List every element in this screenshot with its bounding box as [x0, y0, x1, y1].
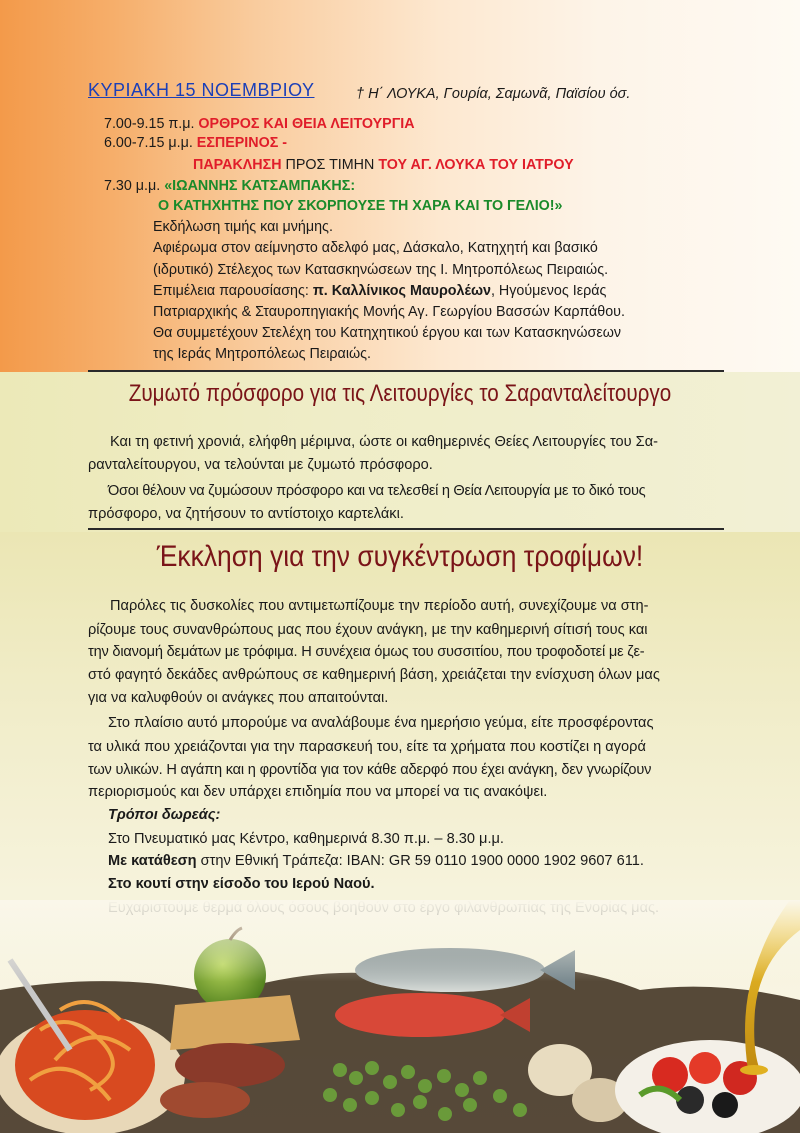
schedule-line-4: 7.30 μ.μ. «ΙΩΑΝΝΗΣ ΚΑΤΣΑΜΠΑΚΗΣ: [104, 178, 356, 194]
prosforo-p1: Και τη φετινή χρονιά, ελήφθη μέριμνα, ώστε οι καθημερινές Θείες Λειτουργίες του Σα- [110, 434, 658, 450]
prosforo-p2: ρανταλείτουργου, να τελούνται με ζυμωτό πρόσφορο. [88, 457, 433, 473]
event-desc-3: (ιδρυτικό) Στέλεχος των Κατασκηνώσεων της Ι. Μητροπόλεως Πειραιώς. [153, 262, 609, 278]
appeal-p3: την διανομή δεμάτων με τρόφιμα. Η συνέχεια όμως του συσσιτίου, που τροφοδοτεί με ζε- [88, 644, 645, 660]
sunday-date-heading: ΚΥΡΙΑΚΗ 15 ΝΟΕΜΒΡΙΟΥ [88, 80, 315, 100]
event-desc-4: Επιμέλεια παρουσίασης: π. Καλλίνικος Μαυρολέων, Ηγούμενος Ιεράς [153, 283, 607, 299]
donation-ways-heading: Τρόποι δωρεάς: [108, 807, 221, 823]
event-desc-1: Εκδήλωση τιμής και μνήμης. [153, 219, 333, 235]
event-desc-5: Πατριαρχικής & Σταυροπηγιακής Μονής Αγ. Γεωργίου Βασσών Καρπάθου. [153, 304, 625, 320]
appeal-p2: ρίζουμε τους συνανθρώπους μας που έχουν ανάγκη, με την καθημερινή σίτισή τους και [88, 622, 648, 638]
appeal-p1: Παρόλες τις δυσκολίες που αντιμετωπίζουμε την περίοδο αυτή, συνεχίζουμε να στη- [110, 598, 649, 614]
divider-1 [88, 370, 724, 372]
divider-2 [88, 528, 724, 530]
schedule-line-3: ΠΑΡΑΚΛΗΣΗ ΠΡΟΣ ΤΙΜΗΝ ΤΟΥ ΑΓ. ΛΟΥΚΑ ΤΟΥ ΙΑΤΡΟΥ [193, 157, 574, 173]
appeal-p8: των υλικών. Η αγάπη και η φροντίδα για τον κάθε αδερφό που έχει ανάγκη, δεν γνωρίζουν [88, 762, 652, 778]
appeal-heading: Έκκληση για την συγκέντρωση τροφίμων! [156, 540, 644, 573]
schedule-line-2: 6.00-7.15 μ.μ. ΕΣΠΕΡΙΝΟΣ - [104, 135, 288, 151]
prosforo-p3: Όσοι θέλουν να ζυμώσουν πρόσφορο και να τελεσθεί η Θεία Λειτουργία με το δικό τους [108, 483, 646, 499]
event-desc-7: της Ιεράς Μητροπόλεως Πειραιώς. [153, 346, 372, 362]
feast-of-day: † Η΄ ΛΟΥΚΑ, Γουρία, Σαμωνᾶ, Παϊσίου όσ. [356, 86, 631, 102]
appeal-p5: για να καλυφθούν οι ανάγκες που απαιτούνται. [88, 690, 389, 706]
donation-way-2: Με κατάθεση στην Εθνική Τράπεζα: IBAN: GR 59 0110 1900 0000 1902 9607 611. [108, 853, 644, 869]
food-illustration [0, 900, 800, 1133]
event-title-line: Ο ΚΑΤΗΧΗΤΗΣ ΠΟΥ ΣΚΟΡΠΟΥΣΕ ΤΗ ΧΑΡΑ ΚΑΙ ΤΟ ΓΕΛΙΟ!» [158, 198, 563, 214]
event-desc-6: Θα συμμετέχουν Στελέχη του Κατηχητικού έργου και των Κατασκηνώσεων [153, 325, 622, 341]
appeal-p9: περιορισμούς και δεν υπάρχει επιδημία που να μπορεί να τις ανακόψει. [88, 784, 548, 800]
food-collage-image [0, 900, 800, 1133]
appeal-p7: τα υλικά που χρειάζονται για την παρασκευή του, είτε τα χρήματα που κοστίζει η αγορά [88, 739, 646, 755]
appeal-p6: Στο πλαίσιο αυτό μπορούμε να αναλάβουμε ένα ημερήσιο γεύμα, είτε προσφέροντας [108, 715, 654, 731]
appeal-p4: στό φαγητό δεκάδες ανθρώπους σε καθημερινή βάση, χρειάζεται την ενίσχυση όλων μας [88, 667, 660, 683]
donation-way-3: Στο κουτί στην είσοδο του Ιερού Ναού. [108, 876, 375, 892]
prosforo-heading: Ζυμωτό πρόσφορο για τις Λειτουργίες το Σαρανταλείτουργο [128, 380, 672, 407]
prosforo-p4: πρόσφορο, να ζητήσουν το αντίστοιχο καρτελάκι. [88, 506, 404, 522]
event-desc-2: Αφιέρωμα στον αείμνηστο αδελφό μας, Δάσκαλο, Κατηχητή και βασικό [153, 240, 598, 256]
donation-way-1: Στο Πνευματικό μας Κέντρο, καθημερινά 8.30 π.μ. – 8.30 μ.μ. [108, 831, 504, 847]
schedule-line-1: 7.00-9.15 π.μ. ΟΡΘΡΟΣ ΚΑΙ ΘΕΙΑ ΛΕΙΤΟΥΡΓΙΑ [104, 116, 415, 132]
